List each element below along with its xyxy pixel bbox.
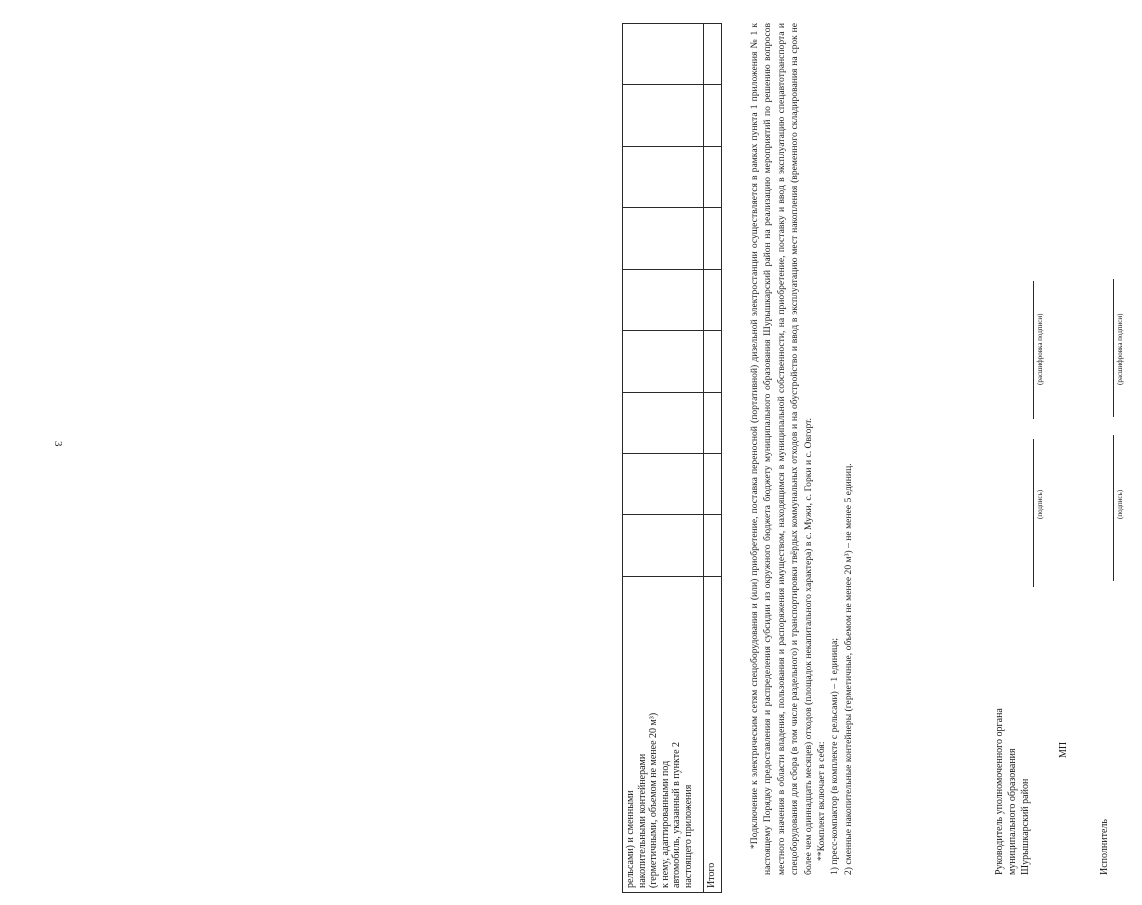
stamp-label: МП: [1058, 741, 1069, 758]
footnote-2-item: 1) пресс-компактор (в комплекте с рельсами) – 1 единица;: [829, 637, 841, 875]
description-line: рельсами) и сменными: [625, 790, 636, 888]
signature-line: [1033, 439, 1034, 587]
head-title-line: Руководитель уполномоченного органа: [994, 708, 1005, 875]
signature-line: [1113, 435, 1114, 581]
description-line: (герметичными, объемом не менее 20 м³): [648, 712, 659, 888]
executor-label: Исполнитель: [1099, 819, 1110, 875]
footnote-2-title: **Комплект включает в себя:: [816, 741, 828, 861]
signature-caption: (подпись): [1116, 489, 1124, 519]
signature-block: [622, 13, 1142, 893]
footnote-2-item: 2) сменные накопительные контейнеры (герметичные, объемом не менее 20 м³) – не менее 5 единиц.: [842, 463, 854, 875]
decoding-line: [1113, 279, 1114, 417]
head-title-line: муниципального образования: [1007, 748, 1018, 875]
footnote-1: *Подключение к электрическим сетям спецоборудования и (или) приобретение, поставка переносной (портативной) дизельной электростанции осуществляется в рамках пункта 1 приложения № 1 к настоящему Порядку предоставления и распределения субсидии из окружного бюджета бюджету муниципального образования Шурышкарский район на реализацию мероприятий по решению вопросов местного значения в области владения, пользования и распоряжения имуществом, находящимся в муниципальной собственности, на приобретение, поставку и ввод в эксплуатацию спецавтотранспорта и спецоборудования для сбора (в том числе раздельного) и транспортировки твёрдых коммунальных отходов и на обустройство и ввод в эксплуатацию мест накопления (временного складирования на срок не более чем одиннадцать месяцев) отходов (площадок некапитального характера) в с. Мужи, с. Горки и с. Овгорт.: [749, 23, 814, 875]
description-line: автомобиль, указанный в пункте 2: [671, 741, 682, 888]
description-line: к нему, адаптированными под: [659, 760, 671, 888]
decoding-caption: (расшифровка подписи): [1036, 313, 1044, 385]
total-label-cell: Итого: [704, 576, 722, 892]
head-title-line: Шурышкарский район: [1020, 778, 1031, 875]
description-line: настоящего приложения: [682, 784, 694, 888]
decoding-caption: (расшифровка подписи): [1116, 313, 1124, 385]
decoding-line: [1033, 281, 1034, 419]
page-number: 3: [52, 441, 64, 447]
description-line: накопительными контейнерами: [636, 753, 648, 888]
signature-caption: (подпись): [1036, 489, 1044, 519]
rotated-document-sheet: [622, 13, 1142, 893]
